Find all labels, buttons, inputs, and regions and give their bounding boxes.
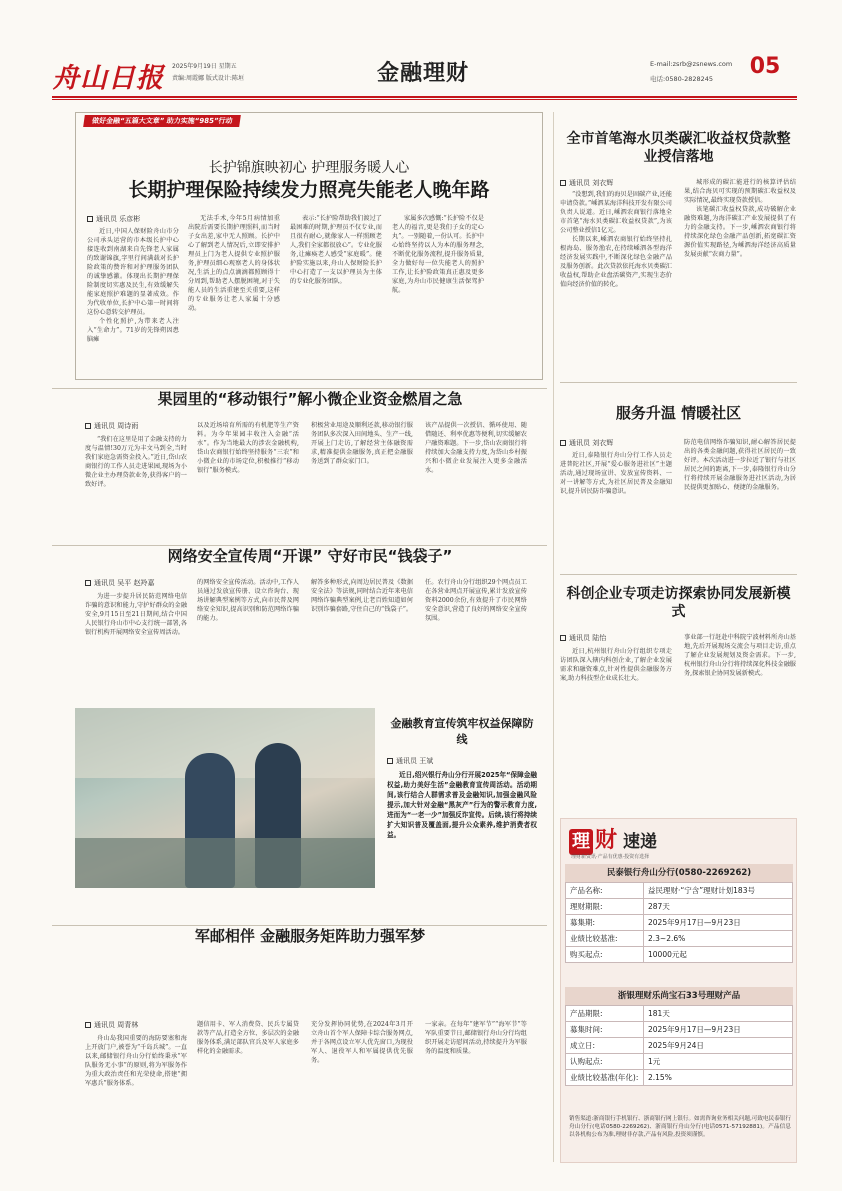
date-line: 2025年9月19日 星期五: [172, 63, 237, 70]
article-column-1: 近日,中国人保财险舟山市分公司承头运营的市本级长护中心接连收到南湖来自先锋老人家属的致谢锦旗,字里行间满载对长护险政策的赞许和对护理服务团队的诚挚感激。体现出长期护理保险制度切实惠及民生,有效缓解失能家庭照护难题的显著成效。作为代收单位,长护中心第一时间将这份心意转交护理员。 个性化照护,为带来老人注入“生命力”。71岁的先锋朔因患脑瘫: [87, 228, 179, 343]
article-column-2: 以及近场培育所需的有机肥等生产资料。为今年果园丰收注入金融“活水”。作为当地最大的涉农金融机构,岱山农商银行始终坚持服务“三农”和小微企业的市场定位,积极推行“移动银行”服务模式。: [197, 422, 299, 474]
article-community: [560, 388, 797, 573]
product-field-value: 益民理财·“宁含”理财计划183号: [644, 883, 793, 899]
article-title: 军邮相伴 金融服务矩阵助力强军梦: [194, 927, 426, 945]
article-column-3: 充分发挥协同优势,在2024年3月开立舟山首个军人保障卡综合服务网点,并于各网点设立军人优先窗口,为现役军人、退役军人和军属提供优先服务。: [311, 1021, 413, 1064]
article-carbon-loan: [560, 112, 797, 382]
article-title: 科创企业专项走访探索协同发展新模式: [566, 586, 791, 620]
product-row: [566, 931, 793, 947]
section-title: 金融理财: [376, 61, 469, 86]
product-field-label: 成立日:: [566, 1038, 644, 1054]
product-field-value: 287天: [644, 899, 793, 915]
article-mobile-bank: [75, 388, 545, 543]
wealth-express-brand: [569, 823, 657, 855]
brand-char-2: 财: [595, 828, 618, 853]
article-column-2: 事业部一行赶赴中科院宁波材料所舟山基地,先后开展现场交流会与项目走访,重点了解企业发展规划及资金需求。下一步,杭州银行舟山分行将持续深化科技金融服务,探索银企协同发展新模式。: [684, 634, 796, 677]
section-rule: [560, 382, 797, 383]
article-title: 服务升温 情暖社区: [615, 404, 742, 422]
article-column-1: “没想到,我们的海贝是固碳产业,还能申请贷款。”嵊泗某海洋科技开发有限公司负责人说道。近日,嵊泗农商银行落地全市首笔“海水贝类碳汇收益权贷款”,为该公司整业授信1亿元。 长期以来,嵊泗农商银行始终坚持扎根海岛、服务渔农,在持续嵊泗各型海洋经济发展实践中,不断深化绿色金融产品及服务创新。此次贷款依托海水贝类碳汇收益权,帮助企业盘活碳资产,实现生态价值向经济价值的转化。: [560, 191, 672, 288]
byline: 通讯员 周青林: [85, 1020, 138, 1030]
product-field-value: 2.3~2.6%: [644, 931, 793, 947]
article-column-1: 为进一步提升居民防范网络电信诈骗的意识和能力,守护好群众的金融安全,9月15日至21日期间,结合中国人民银行舟山市中心支行统一部署,各银行机构开展网络安全宣传周活动。: [85, 593, 187, 636]
byline: 通讯员 周诗雨: [85, 421, 138, 431]
product-field-label: 业绩比较基准(年化):: [566, 1070, 644, 1086]
column-divider: [553, 112, 554, 1162]
brand-char-3: 速递: [623, 832, 658, 852]
product-field-value: 2025年9月17日—9月23日: [644, 1022, 793, 1038]
editor-line: 责编:周霞娜 版式设计:陈垣: [172, 75, 244, 82]
product-row: [566, 1038, 793, 1054]
product-row: [566, 1022, 793, 1038]
page-number: 05: [749, 54, 781, 79]
article-column-2: 无法手术,今年5月病情加重出院后需要长期护理照料,而当时子女出差,家中无人照顾。长护中心了解到老人情况后,立即安排护理员上门为老人提供专业照护服务,护理员细心观察老人的身体状况,生活上的点点滴滴都照顾得十分周到,帮助老人摆脱困境,对于失能人员的生活重建至关重要,这样的专业服务让老人家属十分感动。: [188, 215, 280, 312]
product-row: [566, 1054, 793, 1070]
photo-table: [75, 838, 375, 888]
article-column-1: 近日,泰隆银行舟山分行工作人员走进普陀社区,开展“爱心服务进社区”主题活动,通过现场宣讲、发放宣传资料、一对一讲解等方式,为社区居民普及金融知识,提升居民防诈骗意识。: [560, 452, 672, 495]
product-table: [565, 1005, 793, 1086]
masthead-rule-2: [52, 99, 797, 100]
article-column-2: 的网络安全宣传活动。活动中,工作人员通过发放宣传册、设立咨询台、现场讲解典型案例等方式,向市民普及网络安全知识,提高识别和防范网络诈骗的能力。: [197, 579, 299, 622]
section-rule: [560, 574, 797, 575]
product-field-value: 2.15%: [644, 1070, 793, 1086]
byline: 通讯员 刘衣辉: [560, 178, 613, 188]
article-lead: 近日,绍兴银行舟山分行开展2025年“保障金融权益,助力美好生活”金融教育宣传周活动。活动期间,该行结合人群需求普及金融知识,加强金融风险提示,加大针对金融“黑灰产”行为的警示教育力度,进而为“一老一少”加强反诈宣传。后续,该行将持续扩大知识普及覆盖面,提升公众素养,维护消费者权益。: [387, 771, 537, 839]
product-row: [566, 899, 793, 915]
product-table: [565, 882, 793, 963]
product-field-label: 产品名称:: [566, 883, 644, 899]
product-row: [566, 915, 793, 931]
byline: 通讯员 王斌: [387, 756, 433, 766]
article-column-1: 舟山岛我国重要的海防要塞和海上开放门户,被誉为“千岛兵城”。一直以来,邮储银行舟山分行始终秉承“军队服务无小事”的原则,将为军服务作为重大政治责任和光荣使命,搭建“拥军惠兵”服务体系。: [85, 1035, 187, 1087]
article-title: 果园里的“移动银行”解小微企业资金燃眉之急: [157, 390, 463, 408]
product-field-label: 产品期限:: [566, 1006, 644, 1022]
masthead: [52, 52, 797, 94]
product-field-value: 2025年9月17日—9月23日: [644, 915, 793, 931]
wealth-express-slogan: 理财新资讯·产品有优惠·投资有选择: [571, 854, 650, 860]
product-row: [566, 883, 793, 899]
article-title: 金融教育宣传筑牢权益保障防线: [390, 717, 534, 746]
masthead-rule: [52, 96, 797, 98]
byline: 通讯员 刘衣辉: [560, 438, 613, 448]
article-longterm-care: [75, 112, 543, 380]
byline: 通讯员 乐彦彬: [87, 214, 140, 224]
product-row: [566, 1070, 793, 1086]
article-column-1: “我们在这里是用了金融支持的力度与温情!30万元为丰文马到全,当时我们家庭急需资金投入。”近日,岱山农商银行的工作人员走进果园,现场为小微企业主办理贷款业务,获得客户的一致好评。: [85, 436, 187, 488]
product-field-value: 1元: [644, 1054, 793, 1070]
article-column-2: 题信用卡、军人消费贷、民兵专属贷款等产品,打造全方位、多层次的金融服务体系,满足部队官兵及军人家庭多样化的金融需求。: [197, 1021, 299, 1055]
article-column-4: 任。农行舟山分行组织29个网点员工在各营业网点开展宣传,累计发放宣传资料2000余份,有效提升了市民网络安全意识,营造了良好的网络安全宣传氛围。: [425, 579, 527, 622]
product-box-2: [565, 987, 793, 1086]
product-row: [566, 1006, 793, 1022]
product-field-label: 认购起点:: [566, 1054, 644, 1070]
article-column-4: 一家亲。在每年“建军节”“海军节”等军队重要节日,邮储银行舟山分行均组织开展走访慰问活动,持续提升为军服务的温度和质量。: [425, 1021, 527, 1055]
article-kicker: 长护锦旗映初心 护理服务暖人心: [208, 160, 410, 176]
article-title: 长期护理保险持续发力照亮失能老人晚年路: [128, 179, 490, 201]
brand-char-1: 理: [569, 829, 593, 855]
masthead-logo: 舟山日报: [52, 63, 164, 94]
topic-banner: 做好金融“五篇大文章” 助力实施“985”行动: [83, 115, 241, 127]
article-column-2: 防范电信网络诈骗知识,耐心解答居民提出的各类金融问题,获得社区居民的一致好评。本次活动进一步拉近了银行与社区居民之间的距离,下一步,泰隆银行舟山分行将持续开展金融服务进社区活动,为居民提供更加贴心、便捷的金融服务。: [684, 439, 796, 491]
article-column-2: 城形成的碳汇能进行的核算评估结果,结合海贝可实现的预期碳汇收益权及实际情况,最终实现贷款授信。 该笔碳汇收益权贷款,成功破解企业融资难题,为海洋碳汇产业发展提供了有力的金融支持。下一步,嵊泗农商银行将持续深化绿色金融产品创新,拓宽碳汇资源价值实现路径,为嵊泗海洋经济高质量发展贡献“农商力量”。: [684, 179, 796, 258]
product-box-header: 民泰银行舟山分行(0580-2269262): [565, 864, 793, 882]
article-column-1: 近日,杭州银行舟山分行组织专项走访团队深入辖内科创企业,了解企业发展需求和融资难点,针对性提供金融服务方案,助力科技型企业成长壮大。: [560, 648, 672, 682]
article-network-security: [75, 545, 545, 705]
article-column-4: 家属多次感慨:“长护险不仅是老人的福音,更是我们子女的定心丸”。一别随着,一份认可。长护中心始终坚持以人为本的服务理念,不断优化服务流程,提升服务质量,全力做好每一位失能老人的照护工作,让长护险政策真正惠及更多家庭,为舟山市民健康生活保驾护航。: [392, 215, 484, 294]
product-field-label: 募集时间:: [566, 1022, 644, 1038]
article-column-3: 表示:“长护险帮助我们渡过了最困难的时期,护理员不仅专业,而且很有耐心,就像家人一样照顾老人,我们全家都很放心”。专业化服务,让瘫痪老人感受“家庭暖”。健护险实施以来,舟山人保财险长护中心打造了一支以护理员为主体的专业化服务团队。: [290, 215, 382, 285]
wealth-footnote: 销售渠道:浙商银行手机银行、浙商银行网上银行。如需咨询业务相关问题,可致电民泰银行舟山分行(电话0580-2269262)、浙商银行舟山分行(电话0571-57192881)。产品信息以各机构公布为准,理财非存款,产品有风险,投资须谨慎。: [569, 1116, 791, 1138]
email: E-mail:zsrb@zsnews.com: [650, 60, 733, 68]
article-column-3: 解答多种形式,向周边居民普及《数据安全法》等法规,同时结合近年来电信网络诈骗典型案例,让老百姓知道如何识别诈骗套路,守住自己的“钱袋子”。: [311, 579, 413, 613]
product-field-value: 2025年9月24日: [644, 1038, 793, 1054]
product-field-label: 募集期:: [566, 915, 644, 931]
article-military-postal: [75, 925, 545, 1150]
article-column-3: 积极营业用途及顺利还款,移动银行服务团队多次深入田间地头、生产一线,开展上门走访,了解经营主体融资需求,精准提供金融服务,真正把金融服务送到了群众家门口。: [311, 422, 413, 465]
phone: 电话:0580-2828245: [650, 75, 714, 83]
product-box-1: [565, 864, 793, 963]
product-field-label: 业绩比较基准:: [566, 931, 644, 947]
product-field-value: 181天: [644, 1006, 793, 1022]
article-title: 全市首笔海水贝类碳汇收益权贷款整业授信落地: [566, 131, 791, 165]
article-title: 网络安全宣传周“开课” 守好市民“钱袋子”: [167, 547, 453, 565]
article-financial-education: [75, 708, 545, 890]
byline: 通讯员 陆怡: [560, 633, 606, 643]
product-box-header: 浙银理财乐尚宝石33号理财产品: [565, 987, 793, 1005]
product-field-label: 理财期限:: [566, 899, 644, 915]
article-column-4: 该产品提供一次授信、循环使用、随借随还、利率优惠等便利,切实缓解农户融资难题。下一步,岱山农商银行将持续加大金融支持力度,为岱山乡村振兴和小微企业发展注入更多金融活水。: [425, 422, 527, 474]
product-field-value: 10000元起: [644, 947, 793, 963]
byline: 通讯员 吴平 赵羚嘉: [85, 578, 154, 588]
product-field-label: 购买起点:: [566, 947, 644, 963]
news-photo: [75, 708, 375, 888]
article-tech-enterprise: [560, 585, 797, 760]
wealth-express-box: [560, 818, 797, 1163]
product-row: [566, 947, 793, 963]
